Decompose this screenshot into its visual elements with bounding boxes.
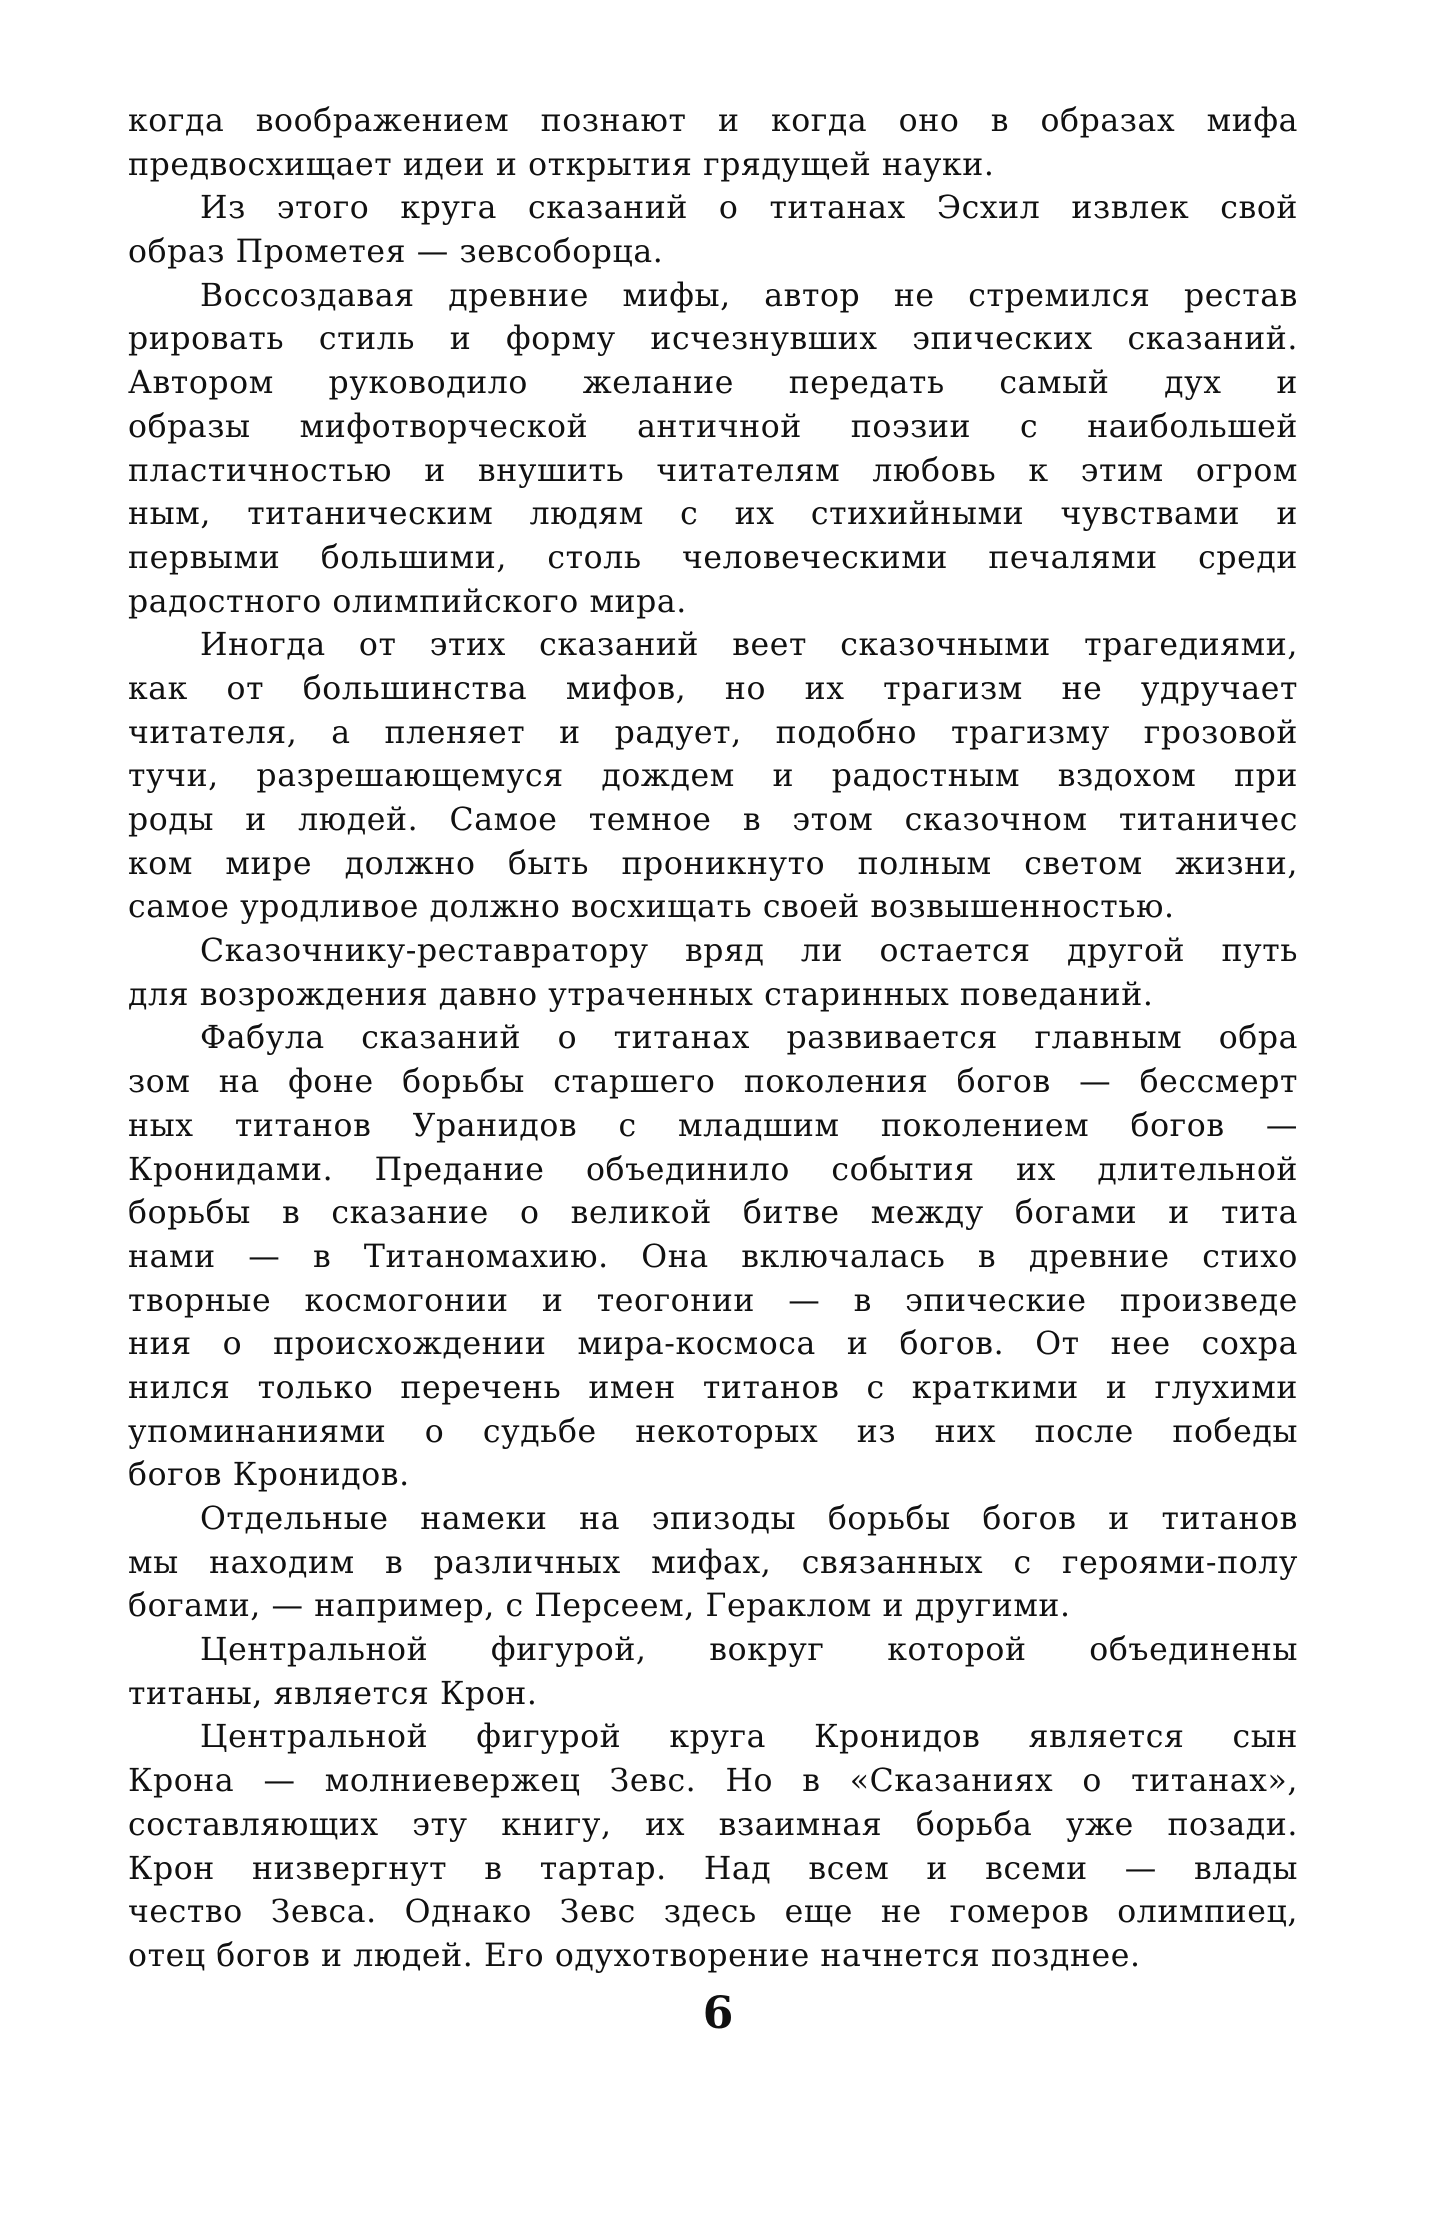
- text-line: нами — в Титаномахию. Она включалась в древние стихо: [128, 1238, 1298, 1275]
- text-line: Отдельные намеки на эпизоды борьбы богов и титанов: [200, 1501, 1298, 1537]
- paragraph: [128, 1716, 1298, 1978]
- text-line: тучи, разрешающемуся дождем и радостным вздохом при: [128, 758, 1298, 795]
- paragraph: [128, 930, 1298, 1017]
- text-line: пластичностью и внушить читателям любовь к этим огром: [128, 452, 1298, 489]
- paragraph: [128, 624, 1298, 930]
- text-line: мы находим в различных мифах, связанных с героями-полу: [128, 1544, 1298, 1581]
- text-line: Воссоздавая древние мифы, автор не стремился рестав: [200, 277, 1298, 314]
- paragraph: [128, 187, 1298, 274]
- page-text: [128, 100, 1298, 1979]
- text-line: творные космогонии и теогонии — в эпические произведе: [128, 1282, 1298, 1319]
- paragraph: [128, 1498, 1298, 1629]
- text-line: Фабула сказаний о титанах развивается главным обра: [200, 1020, 1298, 1057]
- text-line: радостного олимпийского мира.: [128, 583, 687, 620]
- text-line: для возрождения давно утраченных старинных поведаний.: [128, 976, 1154, 1013]
- text-line: образы мифотворческой античной поэзии с наибольшей: [128, 408, 1298, 445]
- text-line: богами, — например, с Персеем, Гераклом и другими.: [128, 1588, 1071, 1625]
- text-line: ния о происхождении мира-космоса и богов. От нее сохра: [128, 1326, 1298, 1363]
- text-line: зом на фоне борьбы старшего поколения богов — бессмерт: [128, 1064, 1298, 1101]
- text-line: Крон низвергнут в тартар. Над всем и всеми — влады: [128, 1850, 1298, 1887]
- text-line: чество Зевса. Однако Зевс здесь еще не гомеров олимпиец,: [128, 1894, 1298, 1931]
- text-line: Сказочнику-реставратору вряд ли остается другой путь: [200, 933, 1298, 970]
- paragraph: [128, 1629, 1298, 1716]
- text-line: самое уродливое должно восхищать своей возвышенностью.: [128, 889, 1175, 926]
- text-line: Из этого круга сказаний о титанах Эсхил извлек свой: [200, 190, 1298, 227]
- text-line: отец богов и людей. Его одухотворение начнется позднее.: [128, 1937, 1141, 1974]
- paragraph: [128, 100, 1298, 187]
- text-line: ным, титаническим людям с их стихийными чувствами и: [128, 496, 1298, 533]
- paragraph: [128, 275, 1298, 625]
- text-line: рировать стиль и форму исчезнувших эпических сказаний.: [128, 321, 1298, 358]
- text-line: богов Кронидов.: [128, 1457, 410, 1494]
- text-line: нился только перечень имен титанов с краткими и глухими: [128, 1369, 1298, 1406]
- paragraph: [128, 1017, 1298, 1498]
- text-line: Центральной фигурой, вокруг которой объединены: [200, 1632, 1298, 1669]
- text-line: Иногда от этих сказаний веет сказочными трагедиями,: [200, 627, 1298, 664]
- text-line: ных титанов Уранидов с младшим поколением богов —: [128, 1107, 1298, 1144]
- text-line: образ Прометея — зевсоборца.: [128, 234, 664, 271]
- text-line: Автором руководило желание передать самый дух и: [128, 365, 1298, 402]
- text-line: Крона — молниевержец Зевс. Но в «Сказаниях о титанах»,: [128, 1763, 1298, 1800]
- text-line: титаны, является Крон.: [128, 1675, 538, 1712]
- text-line: первыми большими, столь человеческими печалями среди: [128, 539, 1298, 576]
- text-line: Центральной фигурой круга Кронидов является сын: [200, 1719, 1298, 1756]
- text-line: борьбы в сказание о великой битве между богами и тита: [128, 1195, 1298, 1232]
- page-number: 6: [702, 1988, 734, 2039]
- text-line: ком мире должно быть проникнуто полным светом жизни,: [128, 845, 1298, 882]
- text-line: роды и людей. Самое темное в этом сказочном титаничес: [128, 802, 1298, 838]
- text-line: как от большинства мифов, но их трагизм не удручает: [128, 670, 1298, 707]
- text-line: упоминаниями о судьбе некоторых из них после победы: [128, 1413, 1298, 1450]
- text-line: читателя, а пленяет и радует, подобно трагизму грозовой: [128, 714, 1298, 751]
- text-line: предвосхищает идеи и открытия грядущей науки.: [128, 146, 995, 183]
- text-line: когда воображением познают и когда оно в образах мифа: [128, 103, 1298, 139]
- text-line: Кронидами. Предание объединило события их длительной: [128, 1151, 1298, 1188]
- text-line: составляющих эту книгу, их взаимная борьба уже позади.: [128, 1806, 1298, 1843]
